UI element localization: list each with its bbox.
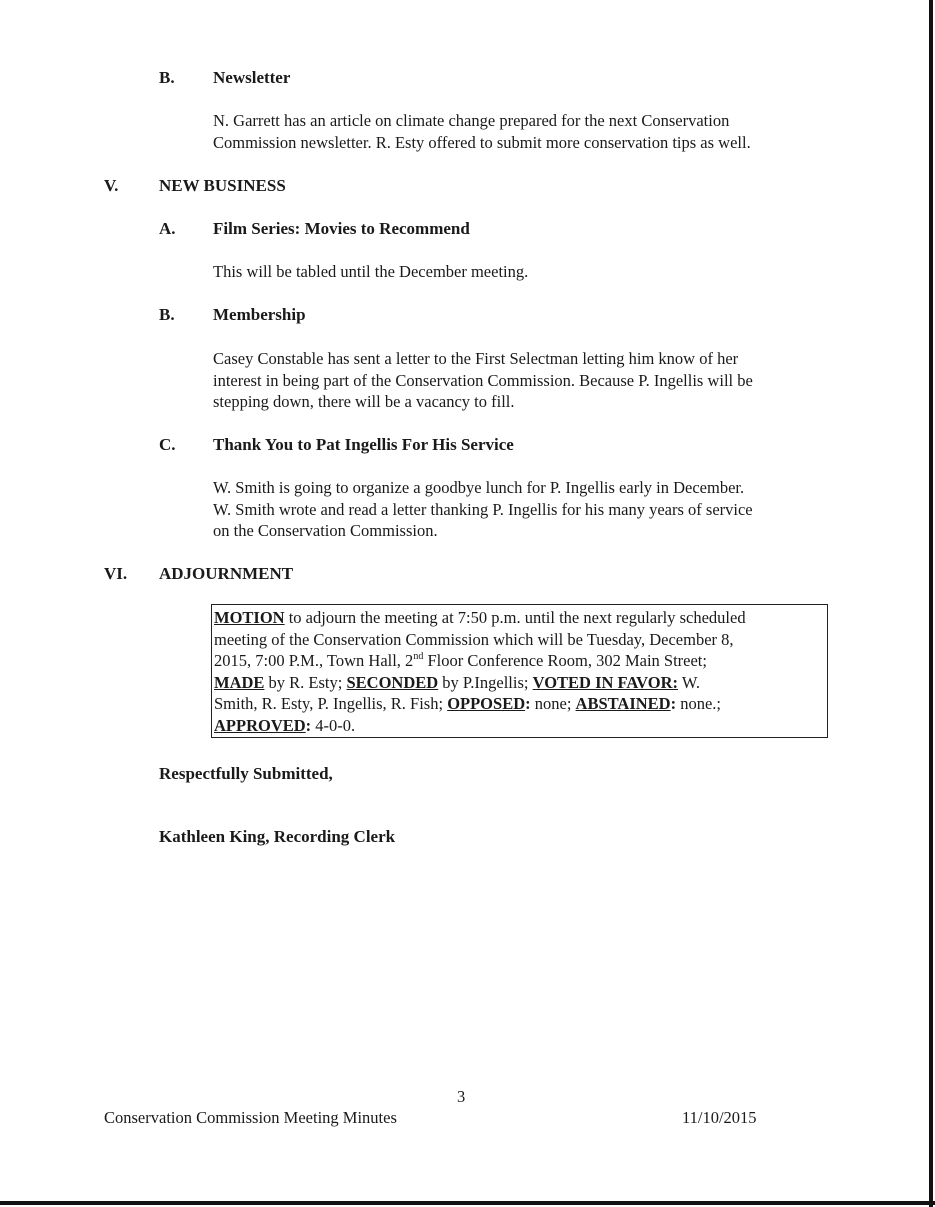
closing-text: Respectfully Submitted,	[159, 764, 333, 783]
adjournment-numeral: VI.	[104, 564, 128, 583]
ordinal-suffix: nd	[413, 650, 424, 662]
thank-you-letter: C.	[159, 435, 176, 454]
paragraph-line: Commission newsletter. R. Esty offered to submit more conservation tips as well.	[213, 132, 751, 152]
adjournment-title: ADJOURNMENT	[159, 564, 294, 583]
new-business-numeral: V.	[104, 176, 119, 195]
motion-box	[211, 604, 828, 738]
motion-line-3	[214, 650, 827, 672]
motion-text: by P.Ingellis;	[438, 672, 533, 692]
motion-text: Floor Conference Room, 302 Main Street;	[423, 651, 707, 671]
paragraph-line: interest in being part of the Conservation Commission. Because P. Ingellis will be	[213, 370, 753, 390]
membership-title: Membership	[213, 305, 306, 324]
motion-text: by R. Esty;	[264, 672, 347, 692]
motion-text: none;	[530, 694, 576, 714]
motion-line-6	[214, 715, 827, 737]
paragraph-line: W. Smith is going to organize a goodbye lunch for P. Ingellis early in December.	[213, 478, 745, 497]
page-border-bottom	[0, 1201, 935, 1205]
paragraph-line: on the Conservation Commission.	[213, 521, 438, 541]
opposed-colon: :	[525, 694, 531, 714]
motion-line-4	[214, 672, 827, 694]
motion-line-1	[214, 607, 827, 629]
seconded-keyword: SECONDED	[346, 672, 439, 692]
footer-date: 11/10/2015	[682, 1108, 757, 1127]
motion-text: W.	[678, 672, 701, 692]
newsletter-paragraph	[213, 110, 833, 153]
film-series-letter: A.	[159, 219, 176, 238]
paragraph-line: stepping down, there will be a vacancy to fill.	[213, 392, 515, 412]
newsletter-letter: B.	[159, 68, 175, 87]
paragraph-line: W. Smith wrote and read a letter thanking P. Ingellis for his many years of service	[213, 499, 753, 519]
film-series-title: Film Series: Movies to Recommend	[213, 219, 470, 238]
signature-text: Kathleen King, Recording Clerk	[159, 827, 396, 846]
motion-line-5	[214, 693, 827, 715]
footer-title: Conservation Commission Meeting Minutes	[104, 1108, 397, 1127]
motion-text: to adjourn the meeting at 7:50 p.m. until the next regularly scheduled	[284, 608, 746, 627]
approved-colon: :	[305, 715, 312, 735]
page-number: 3	[457, 1087, 466, 1106]
approved-keyword: APPROVED	[214, 715, 306, 735]
opposed-keyword: OPPOSED	[447, 694, 526, 714]
thank-you-paragraph	[213, 477, 833, 542]
membership-paragraph	[213, 348, 833, 413]
abstained-keyword: ABSTAINED	[575, 694, 671, 714]
paragraph-line: This will be tabled until the December meeting.	[213, 262, 529, 281]
made-keyword: MADE	[214, 672, 265, 692]
motion-text: Smith, R. Esty, P. Ingellis, R. Fish;	[214, 694, 448, 714]
paragraph-line: N. Garrett has an article on climate change prepared for the next Conservation	[213, 111, 730, 130]
motion-line-2: meeting of the Conservation Commission which will be Tuesday, December 8,	[214, 629, 734, 649]
motion-text: 4-0-0.	[311, 715, 356, 735]
thank-you-title: Thank You to Pat Ingellis For His Service	[213, 435, 514, 454]
membership-letter: B.	[159, 305, 175, 324]
film-series-paragraph	[213, 261, 833, 283]
paragraph-line: Casey Constable has sent a letter to the First Selectman letting him know of her	[213, 349, 739, 368]
abstained-colon: :	[670, 694, 677, 714]
motion-keyword: MOTION	[214, 608, 285, 627]
motion-text: 2015, 7:00 P.M., Town Hall, 2	[214, 651, 414, 671]
newsletter-title: Newsletter	[213, 68, 291, 87]
motion-text: none.;	[676, 694, 722, 714]
new-business-title: NEW BUSINESS	[159, 176, 286, 195]
voted-in-favor-keyword: VOTED IN FAVOR:	[532, 672, 679, 692]
page-border-right	[929, 0, 933, 1207]
